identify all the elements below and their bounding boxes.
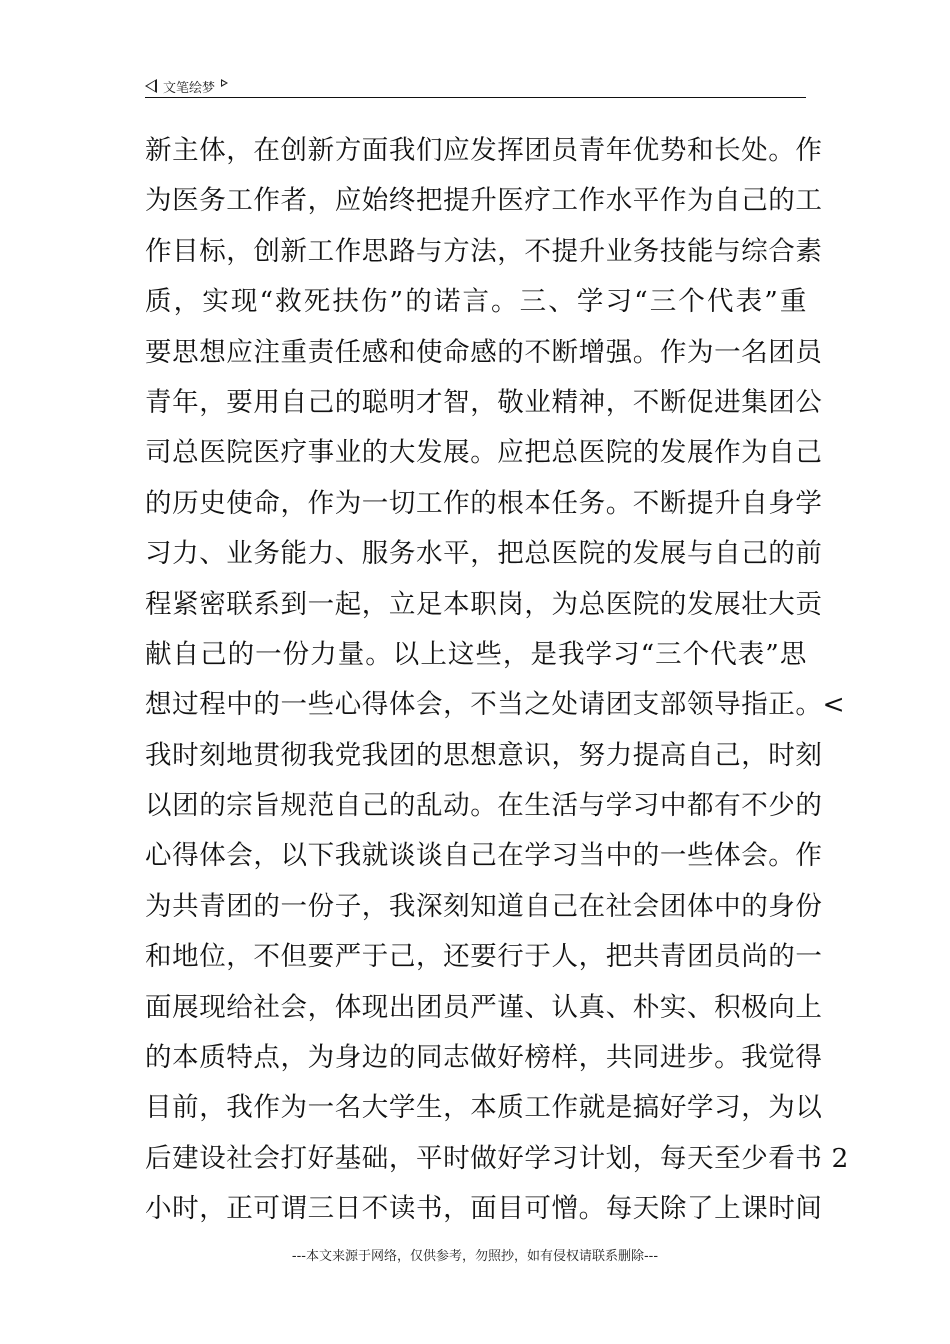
- text-line: 小时，正可谓三日不读书，面目可憎。每天除了上课时间: [145, 1193, 823, 1225]
- text-line: 后建设社会打好基础，平时做好学习计划，每天至少看书 2: [145, 1142, 849, 1174]
- text-line: 要思想应注重责任感和使命感的不断增强。作为一名团员: [145, 336, 823, 368]
- body-text: [145, 126, 849, 1235]
- text-line: 目前，我作为一名大学生，本质工作就是搞好学习，为以: [145, 1092, 823, 1124]
- text-line: 面展现给社会，体现出团员严谨、认真、朴实、积极向上: [145, 991, 823, 1023]
- triangle-left-icon: [145, 79, 157, 93]
- header-title: 文笔绘梦: [163, 80, 216, 96]
- text-line: 为医务工作者，应始终把提升医疗工作水平作为自己的工: [145, 185, 823, 217]
- text-line: 为共青团的一份子，我深刻知道自己在社会团体中的身份: [145, 890, 823, 922]
- text-line: 献自己的一份力量。以上这些，是我学习“三个代表”思: [145, 638, 807, 670]
- text-line: 青年，要用自己的聪明才智，敬业精神，不断促进集团公: [145, 386, 823, 418]
- text-line: 质，实现“救死扶伤”的诺言。三、学习“三个代表”重: [145, 286, 807, 318]
- text-line: 我时刻地贯彻我党我团的思想意识，努力提高自己，时刻: [145, 739, 823, 771]
- page-header: [145, 74, 806, 98]
- text-line: 心得体会，以下我就谈谈自己在学习当中的一些体会。作: [145, 840, 823, 872]
- footer-disclaimer: ---本文来源于网络，仅供参考，勿照抄，如有侵权请联系删除---: [291, 1249, 659, 1264]
- triangle-right-icon: [221, 79, 228, 87]
- text-line: 司总医院医疗事业的大发展。应把总医院的发展作为自己: [145, 437, 823, 469]
- text-line: 想过程中的一些心得体会，不当之处请团支部领导指正。<: [145, 689, 846, 721]
- text-line: 以团的宗旨规范自己的乱动。在生活与学习中都有不少的: [145, 790, 823, 822]
- text-line: 作目标，创新工作思路与方法，不提升业务技能与综合素: [145, 235, 823, 267]
- text-line: 和地位，不但要严于己，还要行于人，把共青团员尚的一: [145, 941, 823, 973]
- text-line: 程紧密联系到一起，立足本职岗，为总医院的发展壮大贡: [145, 588, 823, 620]
- header-divider: [145, 97, 806, 98]
- text-line: 的本质特点，为身边的同志做好榜样，共同进步。我觉得: [145, 1042, 823, 1074]
- text-line: 新主体，在创新方面我们应发挥团员青年优势和长处。作: [145, 135, 823, 166]
- text-line: 的历史使命，作为一切工作的根本任务。不断提升自身学: [145, 487, 823, 519]
- text-line: 习力、业务能力、服务水平，把总医院的发展与自己的前: [145, 538, 823, 570]
